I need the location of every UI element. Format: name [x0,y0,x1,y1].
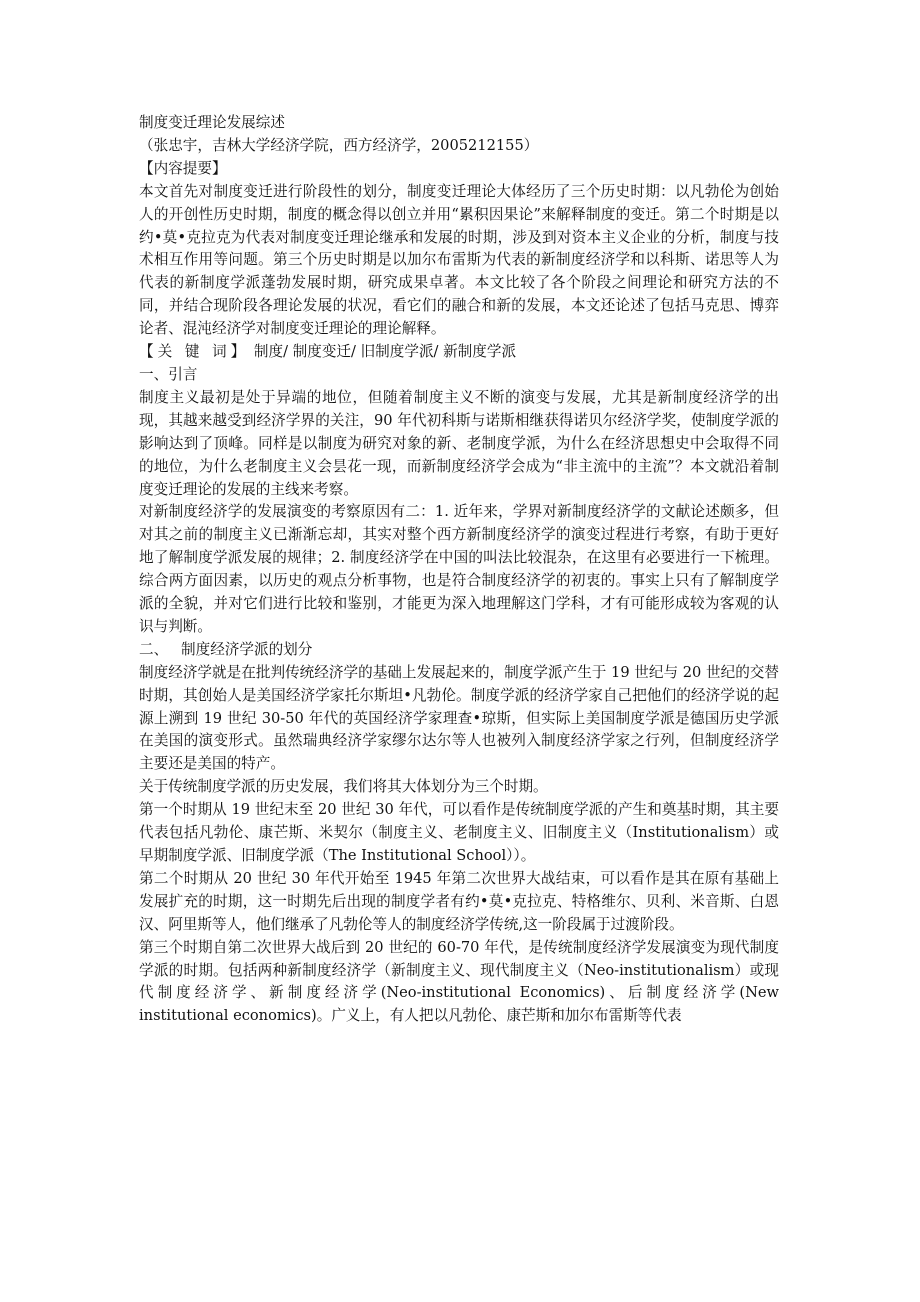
author-line: （张忠宇，吉林大学经济学院，西方经济学，2005212155） [139,136,539,154]
section-2-paragraph: 关于传统制度学派的历史发展，我们将其大体划分为三个时期。 [139,778,548,796]
keywords-label: 【关 键 词】 [139,343,250,361]
abstract-text: 本文首先对制度变迁进行阶段性的划分，制度变迁理论大体经历了三个历史时期：以凡勃伦为创始人的开创性历史时期，制度的概念得以创立并用“累积因果论”来解释制度的变迁。第二个时期是以约•莫•克拉克为代表对制度变迁理论继承和发展的时期，涉及到对资本主义企业的分析，制度与技术相互作用等问题。第三个历史时期是以加尔布雷斯为代表的新制度经济学和以科斯、诺思等人为代表的新制度学派蓬勃发展时期，研究成果卓著。本文比较了各个阶段之间理论和研究方法的不同，并结合现阶段各理论发展的状况，看它们的融合和新的发展，本文还论述了包括马克思、博弈论者、混沌经济学对制度变迁理论的理论解释。 [139,182,779,338]
section-2-paragraph: 第二个时期从 20 世纪 30 年代开始至 1945 年第二次世界大战结束，可以看作是其在原有基础上发展扩充的时期，这一时期先后出现的制度学者有约•莫•克拉克、特格维尔、贝利、米音斯、白恩汉、阿里斯等人，他们继承了凡勃伦等人的制度经济学传统,这一阶段属于过渡阶段。 [139,869,779,933]
section-1-paragraph: 对新制度经济学的发展演变的考察原因有二：1. 近年来，学界对新制度经济学的文献论述颇多，但对其之前的制度主义已渐渐忘却，其实对整个西方新制度经济学的演变过程进行考察，有助于更好地了解制度学派发展的规律；2. 制度经济学在中国的叫法比较混杂，在这里有必要进行一下梳理。综合两方面因素，以历史的观点分析事物，也是符合制度经济学的初衷的。事实上只有了解制度学派的全貌，并对它们进行比较和鉴别，才能更为深入地理解这门学科，才有可能形成较为客观的认识与判断。 [139,503,779,635]
section-1-paragraph: 制度主义最初是处于异端的地位，但随着制度主义不断的演变与发展，尤其是新制度经济学的出现，其越来越受到经济学界的关注，90 年代初科斯与诺斯相继获得诺贝尔经济学奖，使制度学派的影响达到了顶峰。同样是以制度为研究对象的新、老制度学派，为什么在经济思想史中会取得不同的地位，为什么老制度主义会昙花一现，而新制度经济学会成为“非主流中的主流”？本文就沿着制度变迁理论的发展的主线来考察。 [139,388,779,498]
document-body [139,112,779,1028]
section-2-paragraph: 第一个时期从 19 世纪末至 20 世纪 30 年代，可以看作是传统制度学派的产生和奠基时期，其主要代表包括凡勃伦、康芒斯、米契尔（制度主义、老制度主义、旧制度主义（Institutionalism）或早期制度学派、旧制度学派（The Institutional School））。 [139,801,779,864]
section-2-title: 制度经济学派的划分 [181,640,313,658]
keywords-text: 制度/ 制度变迁/ 旧制度学派/ 新制度学派 [253,343,517,361]
section-2-heading [139,639,779,662]
section-1-heading: 一、引言 [139,365,198,383]
section-2-paragraph: 第三个时期自第二次世界大战后到 20 世纪的 60-70 年代，是传统制度经济学发展演变为现代制度学派的时期。包括两种新制度经济学（新制度主义、现代制度主义（Neo-institutionalism）或现代制度经济学、新制度经济学(Neo-institutional Economics)、后制度经济学(New institutional economics)。广义上，有人把以凡勃伦、康芒斯和加尔布雷斯等代表 [139,938,779,1025]
keywords-line [139,341,779,364]
abstract-heading: 【内容提要】 [139,159,227,177]
section-2-paragraph: 制度经济学就是在批判传统经济学的基础上发展起来的，制度学派产生于 19 世纪与 20 世纪的交替时期，其创始人是美国经济学家托尔斯坦•凡勃伦。制度学派的经济学家自己把他们的经济学说的起源上溯到 19 世纪 30-50 年代的英国经济学家理查•琼斯，但实际上美国制度学派是德国历史学派在美国的演变形式。虽然瑞典经济学家缪尔达尔等人也被列入制度经济学家之行列，但制度经济学主要还是美国的特产。 [139,663,779,773]
document-title: 制度变迁理论发展综述 [139,114,285,131]
section-2-number: 二、 [139,640,169,658]
